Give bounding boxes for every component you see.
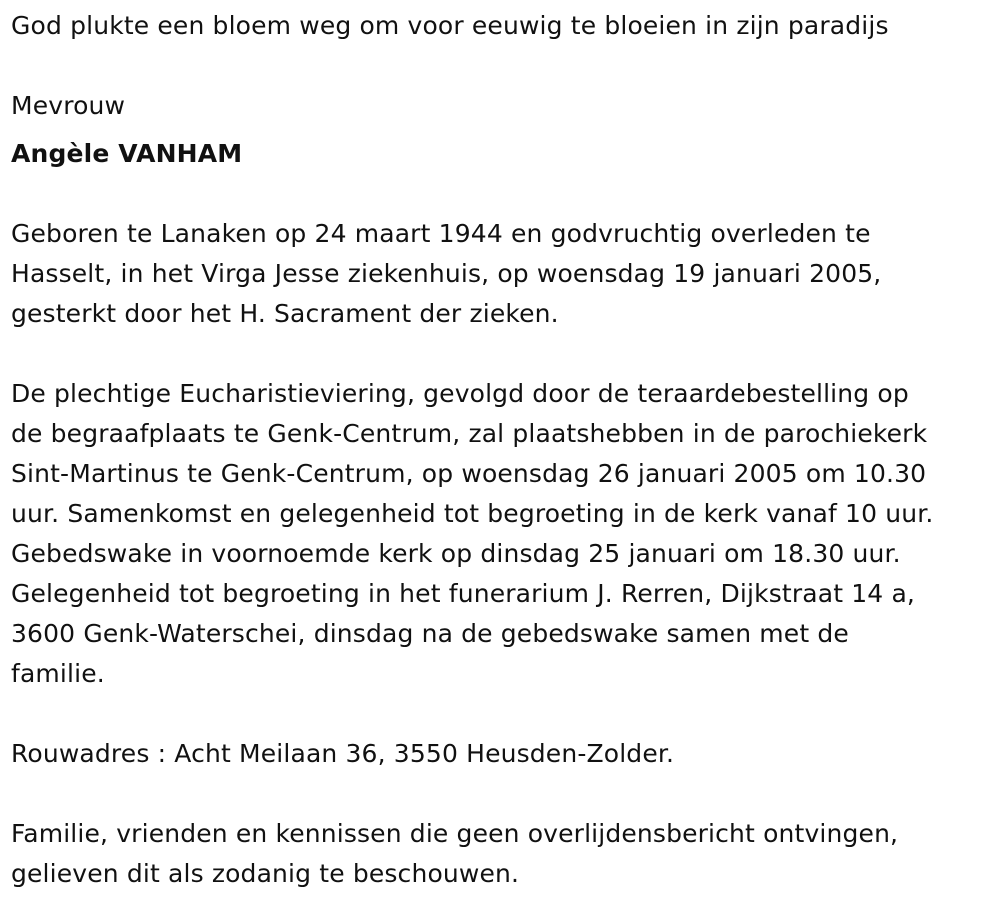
text-line: uur. Samenkomst en gelegenheid tot begroeting in de kerk vanaf 10 uur. [11, 499, 934, 528]
text-line: familie. [11, 659, 105, 688]
text-line: De plechtige Eucharistieviering, gevolgd door de teraardebestelling op [11, 379, 909, 408]
text-line: gelieven dit als zodanig te beschouwen. [11, 859, 520, 888]
closing-paragraph [11, 814, 991, 894]
spacer [11, 126, 991, 134]
text-line: gesterkt door het H. Sacrament der zieken. [11, 299, 559, 328]
text-line: Sint-Martinus te Genk-Centrum, op woensdag 26 januari 2005 om 10.30 [11, 459, 927, 488]
ceremony-paragraph [11, 374, 991, 694]
spacer [11, 694, 991, 734]
text-line: 3600 Genk-Waterschei, dinsdag na de gebedswake samen met de [11, 619, 849, 648]
spacer [11, 46, 991, 86]
salutation: Mevrouw [11, 91, 126, 120]
text-line: Gebedswake in voornoemde kerk op dinsdag 25 januari om 18.30 uur. [11, 539, 901, 568]
mourning-address: Rouwadres : Acht Meilaan 36, 3550 Heusden-Zolder. [11, 739, 675, 768]
text-line: Hasselt, in het Virga Jesse ziekenhuis, op woensdag 19 januari 2005, [11, 259, 882, 288]
motto: God plukte een bloem weg om voor eeuwig te bloeien in zijn paradijs [11, 11, 889, 40]
deceased-name: Angèle VANHAM [11, 139, 243, 168]
spacer [11, 334, 991, 374]
text-line: Geboren te Lanaken op 24 maart 1944 en godvruchtig overleden te [11, 219, 871, 248]
spacer [11, 774, 991, 814]
birth-death-paragraph [11, 214, 991, 334]
obituary-notice [11, 6, 991, 894]
spacer [11, 174, 991, 214]
text-line: Gelegenheid tot begroeting in het funerarium J. Rerren, Dijkstraat 14 a, [11, 579, 916, 608]
text-line: Familie, vrienden en kennissen die geen overlijdensbericht ontvingen, [11, 819, 899, 848]
text-line: de begraafplaats te Genk-Centrum, zal plaatshebben in de parochiekerk [11, 419, 928, 448]
